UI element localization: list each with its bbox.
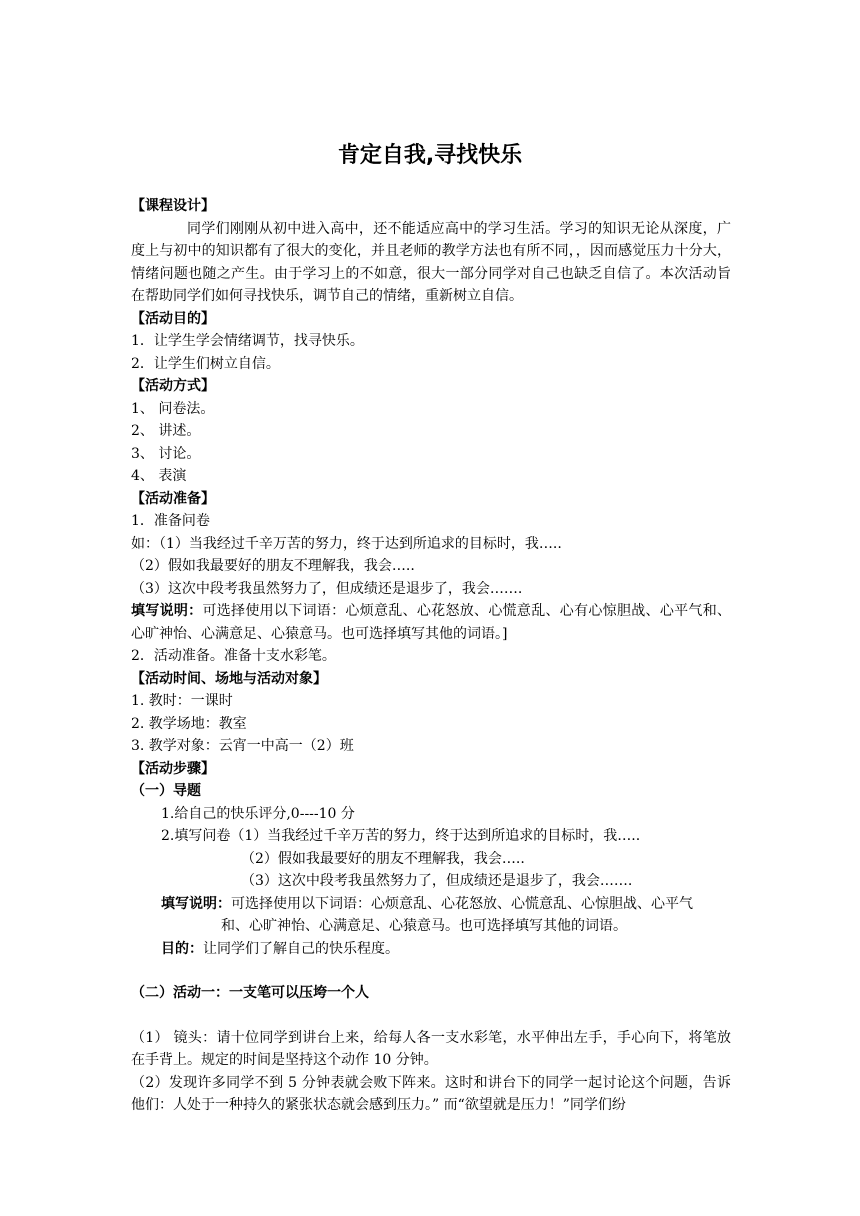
fill-instructions <box>131 600 731 645</box>
prep-item: 1．准备问卷 <box>131 513 210 529</box>
section-heading-methods: 【活动方式】 <box>131 378 215 394</box>
fill-instructions-label: 填写说明： <box>131 603 203 619</box>
step-line: 1.给自己的快乐评分,0----10 分 <box>161 805 355 822</box>
goal-item: 2．让学生们树立自信。 <box>131 355 280 372</box>
step-line: 2.填写问卷（1）当我经过千辛万苦的努力，终于达到所追求的目标时，我….. <box>161 828 641 844</box>
section-heading-logistics: 【活动时间、场地与活动对象】 <box>131 670 327 687</box>
step-heading-activity-one: （二）活动一：一支笔可以压垮一个人 <box>131 985 369 1001</box>
questionnaire-line: （3）这次中段考我虽然努力了，但成绩还是退步了，我会……. <box>131 580 523 597</box>
document-body <box>131 195 731 1117</box>
section-heading-preparation: 【活动准备】 <box>131 490 215 507</box>
section-heading-course-design: 【课程设计】 <box>131 198 215 214</box>
activity-paragraph: （2）发现许多同学不到 5 分钟表就会败下阵来。这时和讲台下的同学一起讨论这个问题，告诉他们：人处于一种持久的紧张状态就会感到压力。” 而“欲望就是压力！”同学们纷 <box>131 1074 731 1113</box>
step-fill-text-cont: 和、心旷神怡、心满意足、心猿意马。也可选择填写其他的词语。 <box>221 918 627 934</box>
purpose-text: 让同学们了解自己的快乐程度。 <box>203 940 399 957</box>
fill-instructions-text: 可选择使用以下词语：心烦意乱、心花怒放、心慌意乱、心有心惊胆战、心平气和、心旷神怡、心满意足、心猿意马。也可选择填写其他的词语。] <box>131 603 732 642</box>
purpose-label: 目的： <box>161 940 203 957</box>
step-fill-instructions <box>131 893 731 916</box>
method-item: 3、 讨论。 <box>131 445 201 462</box>
step-fill-text: 可选择使用以下词语：心烦意乱、心花怒放、心慌意乱、心惊胆战、心平气 <box>231 895 693 912</box>
logistics-item: 1. 教时：一课时 <box>131 693 233 709</box>
activity-paragraph: （1） 镜头：请十位同学到讲台上来，给每人各一支水彩笔，水平伸出左手，手心向下，将笔放在手背上。规定的时间是坚持这个动作 10 分钟。 <box>131 1029 731 1068</box>
logistics-item: 2. 教学场地：教室 <box>131 715 247 732</box>
method-item: 2、 讲述。 <box>131 423 201 439</box>
method-item: 4、 表演 <box>131 468 187 484</box>
questionnaire-line: （2）假如我最要好的朋友不理解我，我会….. <box>131 558 415 574</box>
step-purpose <box>131 938 731 961</box>
questionnaire-line: 如：（1）当我经过千辛万苦的努力，终于达到所追求的目标时，我….. <box>131 535 562 552</box>
section-heading-steps: 【活动步骤】 <box>131 760 215 777</box>
goal-item: 1．让学生学会情绪调节，找寻快乐。 <box>131 333 364 349</box>
course-design-paragraph: 同学们刚刚从初中进入高中，还不能适应高中的学习生活。学习的知识无论从深度，广度上与初中的知识都有了很大的变化，并且老师的教学方法也有所不同，，因而感觉压力十分大，情绪问题也随之产生。由于学习上的不如意，很大一部分同学对自己也缺乏自信了。本次活动旨在帮助同学们如何寻找快乐，调节自己的情绪，重新树立自信。 <box>131 220 731 304</box>
logistics-item: 3. 教学对象：云宵一中高一（2）班 <box>131 738 354 754</box>
section-heading-goals: 【活动目的】 <box>131 310 215 327</box>
step-fill-label: 填写说明： <box>161 895 231 912</box>
page-title: 肯定自我,寻找快乐 <box>337 143 523 168</box>
method-item: 1、 问卷法。 <box>131 400 215 417</box>
step-heading-intro: （一）导题 <box>131 783 201 799</box>
prep-item: 2．活动准备。准备十支水彩笔。 <box>131 648 336 664</box>
step-line: （3）这次中段考我虽然努力了，但成绩还是退步了，我会……. <box>241 873 633 889</box>
step-line: （2）假如我最要好的朋友不理解我，我会….. <box>241 850 525 867</box>
